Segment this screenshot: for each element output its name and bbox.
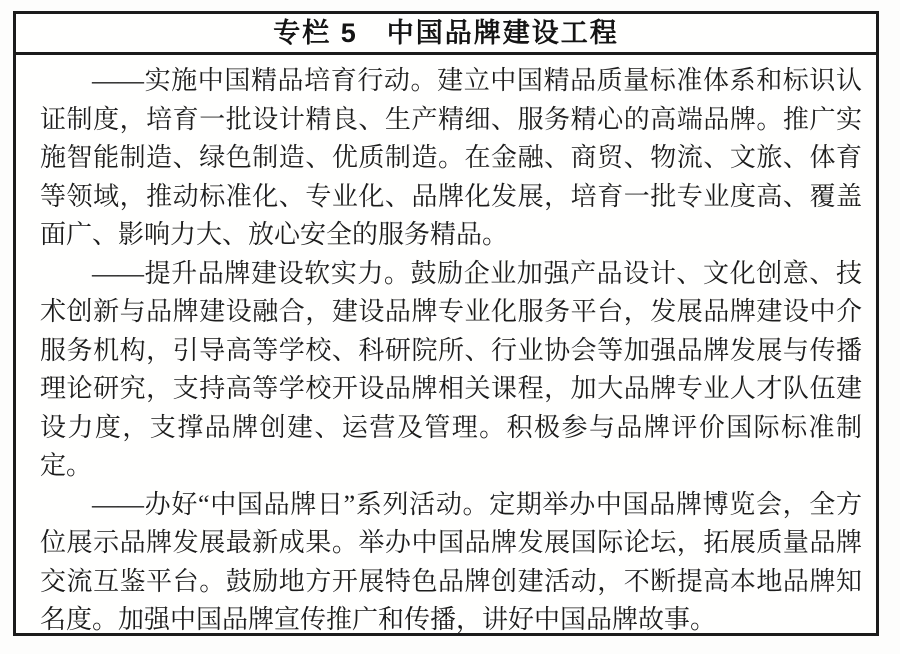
column-box bbox=[13, 11, 879, 636]
paragraph-china-brand-day: ——办好“中国品牌日”系列活动。定期举办中国品牌博览会，全方位展示品牌发展最新成果。举办中国品牌发展国际论坛，拓展质量品牌交流互鉴平台。鼓励地方开展特色品牌创建活动，不断提高本地品牌知名度。加强中国品牌宣传推广和传播，讲好中国品牌故事。 bbox=[40, 489, 862, 634]
panel-body bbox=[16, 55, 876, 640]
panel-title: 专栏 5 中国品牌建设工程 bbox=[16, 14, 876, 55]
paragraph-premium-cultivation: ——实施中国精品培育行动。建立中国精品质量标准体系和标识认证制度，培育一批设计精良、生产精细、服务精心的高端品牌。推广实施智能制造、绿色制造、优质制造。在金融、商贸、物流、文旅、体育等领域，推动标准化、专业化、品牌化发展，培育一批专业度高、覆盖面广、影响力大、放心安全的服务精品。 bbox=[40, 66, 862, 249]
paragraph-brand-soft-power: ——提升品牌建设软实力。鼓励企业加强产品设计、文化创意、技术创新与品牌建设融合，建设品牌专业化服务平台，发展品牌建设中介服务机构，引导高等学校、科研院所、行业协会等加强品牌发展与传播理论研究，支持高等学校开设品牌相关课程，加大品牌专业人才队伍建设力度，支撑品牌创建、运营及管理。积极参与品牌评价国际标准制定。 bbox=[40, 258, 862, 480]
